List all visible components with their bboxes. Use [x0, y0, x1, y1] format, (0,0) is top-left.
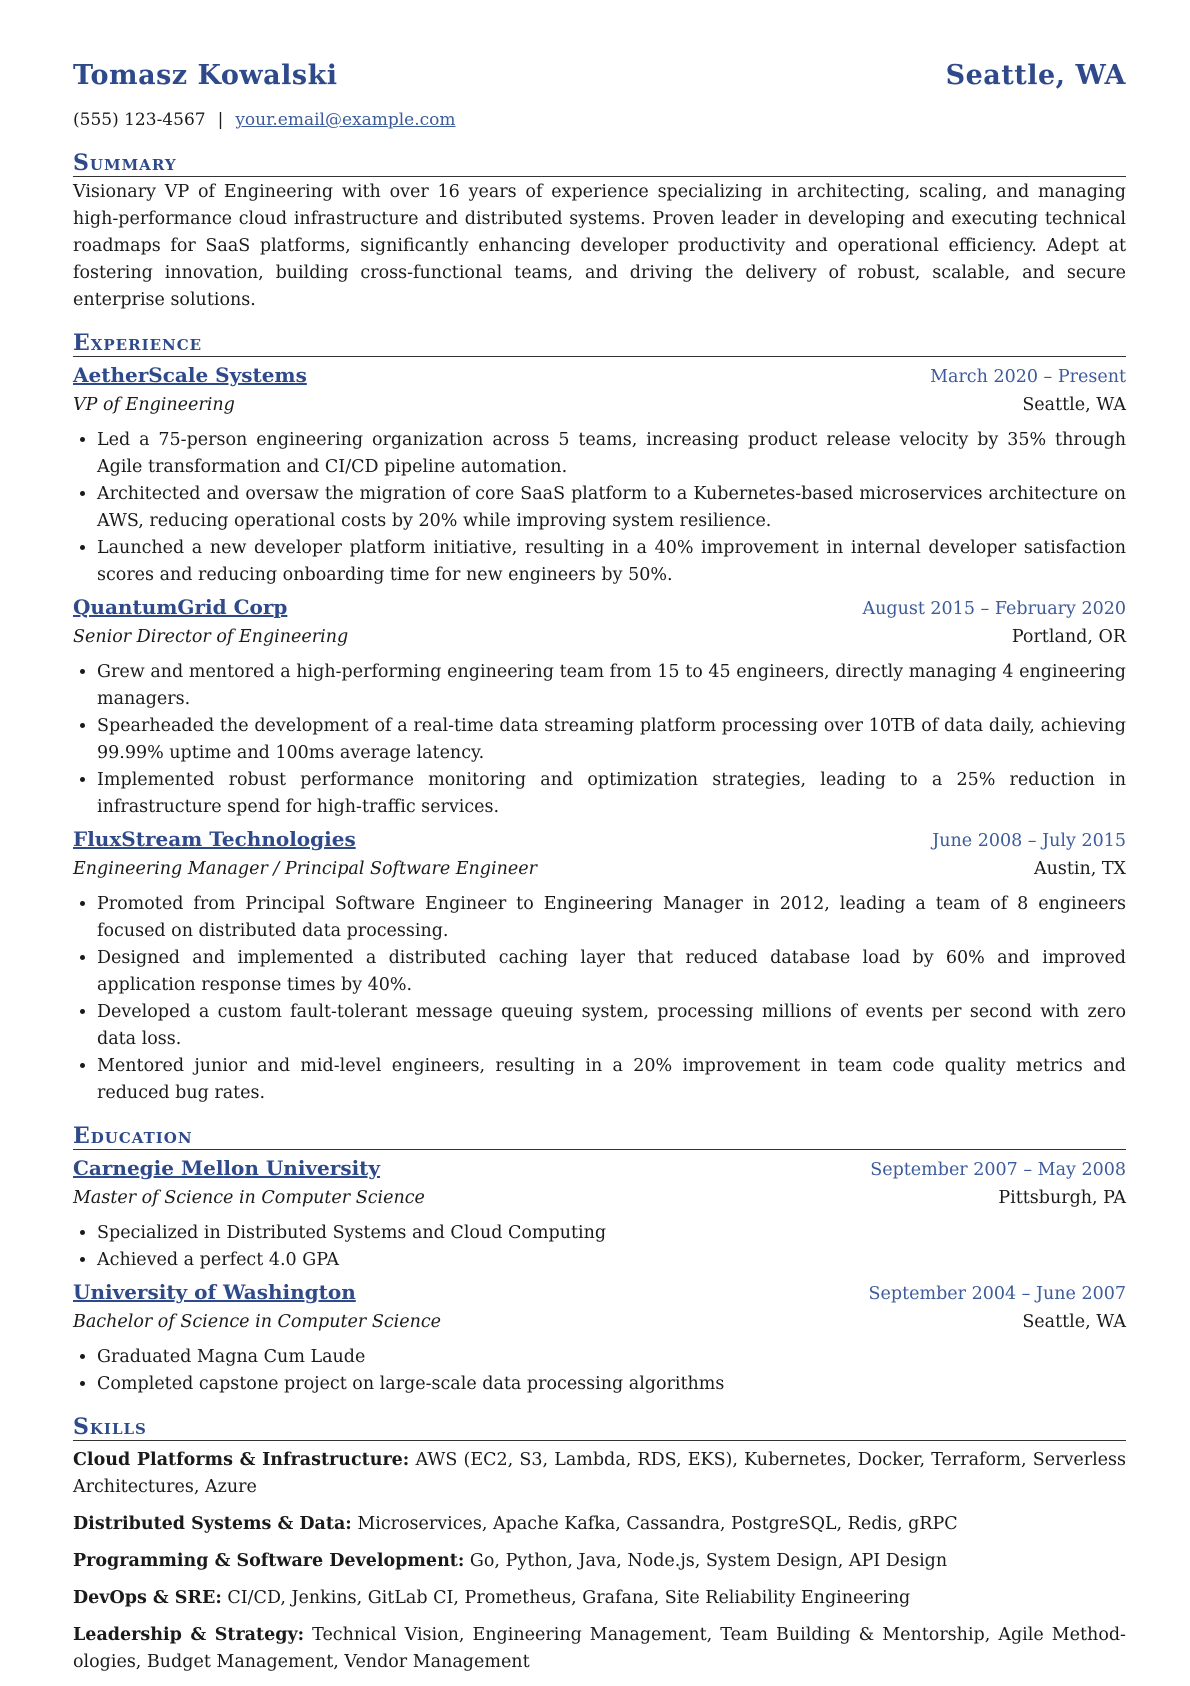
- entry-dates: June 2008 – July 2015: [932, 831, 1126, 851]
- entry-dates: September 2007 – May 2008: [870, 1160, 1126, 1180]
- entry-role: VP of Engineering: [73, 395, 235, 415]
- experience-section: [73, 330, 1126, 1107]
- organization-link[interactable]: AetherScale Systems: [73, 363, 307, 387]
- bullet-item: • Launched a new developer platform initiative, resulting in a 40% improvement in internal developer satisfaction scores and reducing onboarding time for new engineers by 50%.: [97, 535, 1126, 589]
- bullet-item: • Mentored junior and mid-level engineers, resulting in a 20% improvement in team code quality metrics and reduced bug rates.: [97, 1053, 1126, 1107]
- skill-category: Distributed Systems & Data:: [73, 1514, 352, 1534]
- bullet-item: • Specialized in Distributed Systems and Cloud Computing: [97, 1220, 1126, 1247]
- skill-category: Leadership & Strategy:: [73, 1625, 305, 1645]
- resume-page: [73, 60, 1126, 1686]
- entry-header: [73, 1278, 1126, 1308]
- entry-location: Seattle, WA: [1022, 1312, 1126, 1332]
- skill-values: AWS (EC2, S3, Lambda, RDS, EKS), Kubernetes, Docker, Terraform, Serverless Architectures, Azure: [73, 1450, 1126, 1497]
- skill-values: Microservices, Apache Kafka, Cassandra, PostgreSQL, Redis, gRPC: [357, 1514, 958, 1534]
- entry-location: Pittsburgh, PA: [998, 1188, 1126, 1208]
- candidate-location: Seattle, WA: [945, 60, 1126, 91]
- experience-entry: [73, 361, 1126, 589]
- bullet-item: • Spearheaded the development of a real-time data streaming platform processing over 10TB of data daily, achieving 99.99% uptime and 100ms average latency.: [97, 713, 1126, 767]
- contact-separator: |: [217, 110, 224, 130]
- contact-line: [73, 110, 1126, 134]
- skill-category: Programming & Software Development:: [73, 1551, 465, 1571]
- skill-values: Technical Vision, Engineering Management, Team Building & Mentorship, Agile Method-ologies, Budget Management, Vendor Management: [73, 1625, 1126, 1672]
- entry-dates: August 2015 – February 2020: [862, 599, 1126, 619]
- entry-subheader: [73, 855, 1126, 883]
- entry-dates: September 2004 – June 2007: [868, 1284, 1126, 1304]
- bullet-item: • Completed capstone project on large-scale data processing algorithms: [97, 1371, 1126, 1398]
- entry-role: Master of Science in Computer Science: [73, 1188, 425, 1208]
- organization-link[interactable]: QuantumGrid Corp: [73, 595, 288, 619]
- entry-location: Seattle, WA: [1022, 395, 1126, 415]
- summary-section: [73, 150, 1126, 314]
- entry-role: Engineering Manager / Principal Software Engineer: [73, 859, 537, 879]
- phone-number: (555) 123-4567: [73, 110, 206, 130]
- education-list: [73, 1154, 1126, 1398]
- email-link[interactable]: your.email@example.com: [235, 110, 456, 130]
- skills-list: [73, 1447, 1126, 1676]
- section-title-experience: Experience: [73, 330, 1126, 357]
- bullet-item: • Grew and mentored a high-performing engineering team from 15 to 45 engineers, directly managing 4 engineering managers.: [97, 659, 1126, 713]
- experience-entry: [73, 825, 1126, 1107]
- skill-category: Cloud Platforms & Infrastructure:: [73, 1450, 410, 1470]
- skill-row: [73, 1447, 1126, 1501]
- entry-subheader: [73, 391, 1126, 419]
- skill-row: [73, 1548, 1126, 1575]
- bullet-list: [73, 659, 1126, 821]
- entry-role: Senior Director of Engineering: [73, 627, 349, 647]
- education-entry: [73, 1154, 1126, 1274]
- summary-text: Visionary VP of Engineering with over 16 years of experience specializing in architecting, scaling, and managing high-performance cloud infrastructure and distributed systems. Proven leader in developing and executing technical roadmaps for SaaS platforms, significantly enhancing developer productivity and operational efficiency. Adept at fostering innovation, building cross-functional teams, and driving the delivery of robust, scalable, and secure enterprise solutions.: [73, 182, 1126, 310]
- entry-header: [73, 825, 1126, 855]
- bullet-item: • Led a 75-person engineering organization across 5 teams, increasing product release velocity by 35% through Agile transformation and CI/CD pipeline automation.: [97, 427, 1126, 481]
- bullet-item: • Achieved a perfect 4.0 GPA: [97, 1247, 1126, 1274]
- bullet-item: • Implemented robust performance monitoring and optimization strategies, leading to a 25% reduction in infrastructure spend for high-traffic services.: [97, 767, 1126, 821]
- entry-subheader: [73, 1184, 1126, 1212]
- bullet-item: • Developed a custom fault-tolerant message queuing system, processing millions of events per second with zero data loss.: [97, 999, 1126, 1053]
- experience-entry: [73, 593, 1126, 821]
- organization-link[interactable]: FluxStream Technologies: [73, 827, 356, 851]
- bullet-item: • Designed and implemented a distributed caching layer that reduced database load by 60% and improved application response times by 40%.: [97, 945, 1126, 999]
- skills-section: [73, 1414, 1126, 1676]
- entry-subheader: [73, 1308, 1126, 1336]
- bullet-item: • Graduated Magna Cum Laude: [97, 1344, 1126, 1371]
- section-title-summary: Summary: [73, 150, 1126, 177]
- entry-header: [73, 361, 1126, 391]
- education-entry: [73, 1278, 1126, 1398]
- entry-header: [73, 593, 1126, 623]
- bullet-list: [73, 427, 1126, 589]
- skill-values: Go, Python, Java, Node.js, System Design, API Design: [469, 1551, 948, 1571]
- entry-role: Bachelor of Science in Computer Science: [73, 1312, 442, 1332]
- bullet-item: • Architected and oversaw the migration of core SaaS platform to a Kubernetes-based microservices architecture on AWS, reducing operational costs by 20% while improving system resilience.: [97, 481, 1126, 535]
- entry-dates: March 2020 – Present: [930, 367, 1126, 387]
- bullet-item: • Promoted from Principal Software Engineer to Engineering Manager in 2012, leading a team of 8 engineers focused on distributed data processing.: [97, 891, 1126, 945]
- education-section: [73, 1123, 1126, 1398]
- entry-location: Portland, OR: [1011, 627, 1126, 647]
- bullet-list: [73, 1344, 1126, 1398]
- bullet-list: [73, 1220, 1126, 1274]
- skill-row: [73, 1585, 1126, 1612]
- experience-list: [73, 361, 1126, 1107]
- organization-link[interactable]: University of Washington: [73, 1280, 356, 1304]
- section-title-education: Education: [73, 1123, 1126, 1150]
- skill-row: [73, 1622, 1126, 1676]
- entry-header: [73, 1154, 1126, 1184]
- bullet-list: [73, 891, 1126, 1107]
- section-title-skills: Skills: [73, 1414, 1126, 1441]
- organization-link[interactable]: Carnegie Mellon University: [73, 1156, 381, 1180]
- candidate-name: Tomasz Kowalski: [73, 60, 338, 91]
- skill-values: CI/CD, Jenkins, GitLab CI, Prometheus, Grafana, Site Reliability Engineering: [227, 1588, 911, 1608]
- entry-subheader: [73, 623, 1126, 651]
- skill-row: [73, 1511, 1126, 1538]
- entry-location: Austin, TX: [1033, 859, 1126, 879]
- resume-header: [73, 60, 1126, 102]
- skill-category: DevOps & SRE:: [73, 1588, 222, 1608]
